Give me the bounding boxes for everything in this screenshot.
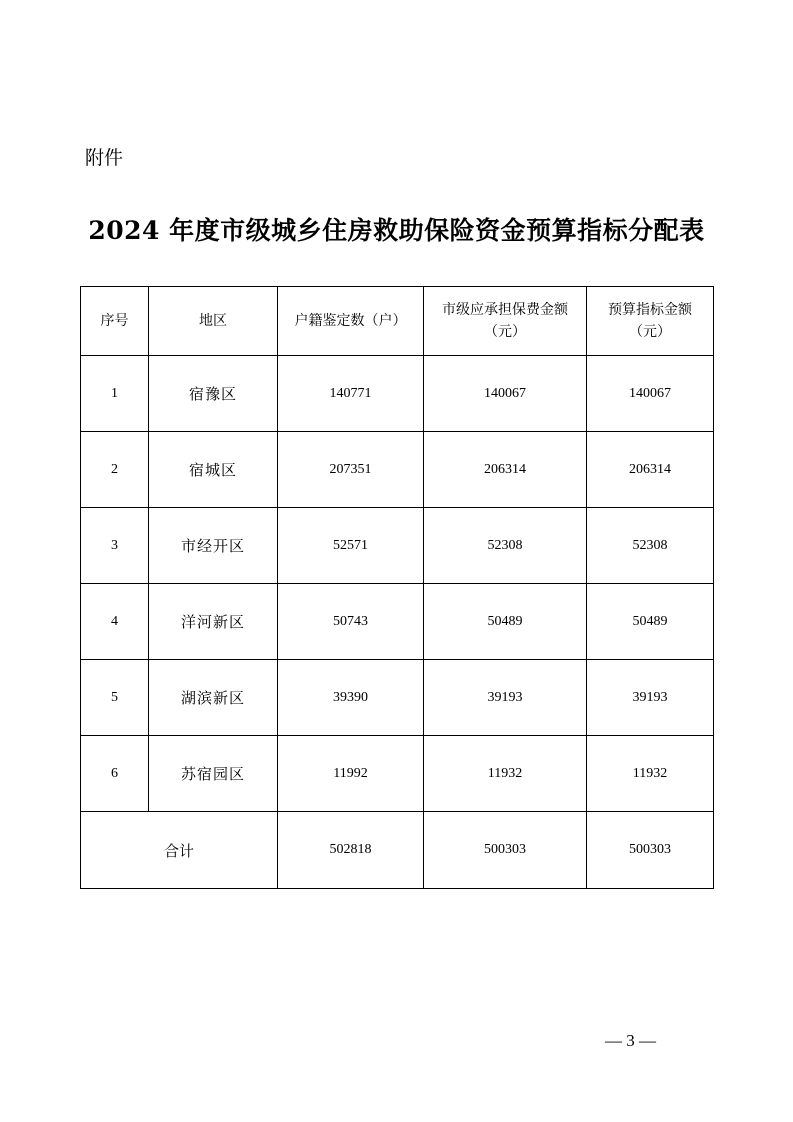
table-row xyxy=(81,736,714,812)
cell-premium: 39193 xyxy=(424,660,587,736)
cell-households: 11992 xyxy=(278,736,424,812)
cell-households: 207351 xyxy=(278,432,424,508)
cell-households: 140771 xyxy=(278,356,424,432)
cell-index: 1 xyxy=(81,356,149,432)
cell-region: 市经开区 xyxy=(149,508,278,584)
header-premium: 市级应承担保费金额（元） xyxy=(424,287,587,356)
cell-budget: 140067 xyxy=(587,356,714,432)
cell-households: 50743 xyxy=(278,584,424,660)
table-row xyxy=(81,508,714,584)
cell-households: 52571 xyxy=(278,508,424,584)
cell-budget: 11932 xyxy=(587,736,714,812)
cell-region: 苏宿园区 xyxy=(149,736,278,812)
header-index: 序号 xyxy=(81,287,149,356)
cell-budget: 39193 xyxy=(587,660,714,736)
table-row xyxy=(81,356,714,432)
allocation-table xyxy=(80,286,714,889)
table-row xyxy=(81,584,714,660)
table-header-row xyxy=(81,287,714,356)
cell-region: 湖滨新区 xyxy=(149,660,278,736)
header-region: 地区 xyxy=(149,287,278,356)
table-total-row xyxy=(81,812,714,889)
total-households: 502818 xyxy=(278,812,424,889)
cell-premium: 50489 xyxy=(424,584,587,660)
cell-index: 5 xyxy=(81,660,149,736)
total-premium: 500303 xyxy=(424,812,587,889)
cell-households: 39390 xyxy=(278,660,424,736)
cell-index: 6 xyxy=(81,736,149,812)
total-label: 合计 xyxy=(81,812,278,889)
table-row xyxy=(81,660,714,736)
cell-budget: 50489 xyxy=(587,584,714,660)
cell-index: 4 xyxy=(81,584,149,660)
cell-region: 宿城区 xyxy=(149,432,278,508)
cell-premium: 52308 xyxy=(424,508,587,584)
cell-premium: 140067 xyxy=(424,356,587,432)
cell-region: 宿豫区 xyxy=(149,356,278,432)
attachment-label: 附件 xyxy=(85,147,124,169)
table-row xyxy=(81,432,714,508)
document-title: 2024 年度市级城乡住房救助保险资金预算指标分配表 xyxy=(88,216,705,245)
cell-budget: 206314 xyxy=(587,432,714,508)
cell-budget: 52308 xyxy=(587,508,714,584)
cell-premium: 206314 xyxy=(424,432,587,508)
cell-index: 3 xyxy=(81,508,149,584)
cell-premium: 11932 xyxy=(424,736,587,812)
header-households: 户籍鉴定数（户） xyxy=(278,287,424,356)
page-number: — 3 — xyxy=(605,1031,656,1050)
total-budget: 500303 xyxy=(587,812,714,889)
header-budget: 预算指标金额（元） xyxy=(587,287,714,356)
cell-index: 2 xyxy=(81,432,149,508)
cell-region: 洋河新区 xyxy=(149,584,278,660)
